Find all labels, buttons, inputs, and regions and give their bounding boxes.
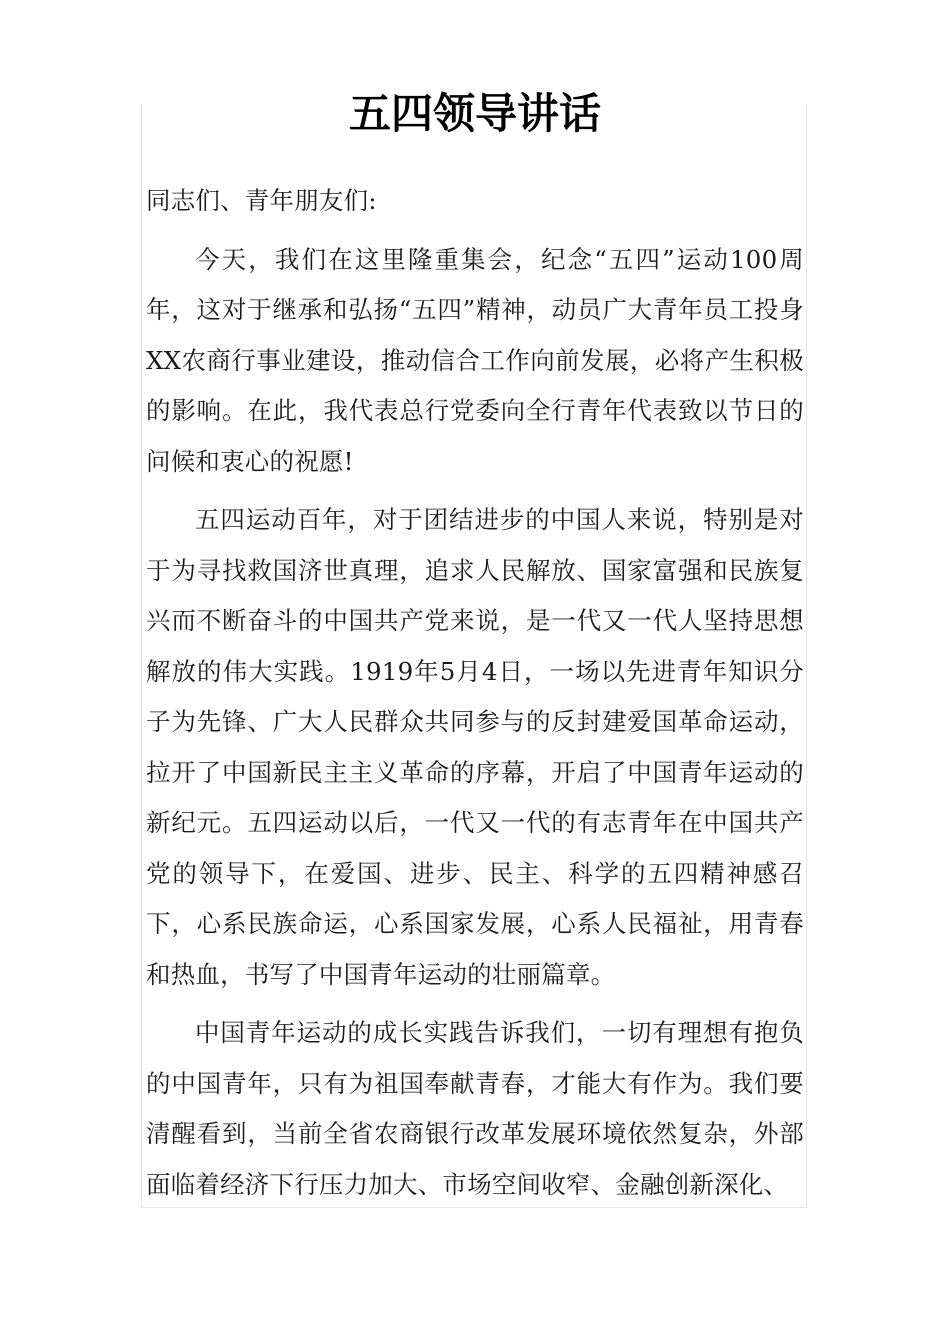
paragraph-3: 中国青年运动的成长实践告诉我们，一切有理想有抱负的中国青年，只有为祖国奉献青春，才能大有作为。我们要清醒看到，当前全省农商银行改革发展环境依然复杂，外部面临着经济下行压力加大、市场空间收窄、金融创新深化、 [146, 1018, 804, 1199]
paragraph-2: 五四运动百年，对于团结进步的中国人来说，特别是对于为寻找救国济世真理，追求人民解放、国家富强和民族复兴而不断奋斗的中国共产党来说，是一代又一代人坚持思想解放的伟大实践。1919年5月4日，一场以先进青年知识分子为先锋、广大人民群众共同参与的反封建爱国革命运动，拉开了中国新民主主义革命的序幕，开启了中国青年运动的新纪元。五四运动以后，一代又一代的有志青年在中国共产党的领导下，在爱国、进步、民主、科学的五四精神感召下，心系民族命运，心系国家发展，心系人民福祉，用青春和热血，书写了中国青年运动的壮丽篇章。 [146, 505, 804, 989]
document-body [146, 176, 804, 1218]
document-title: 五四领导讲话 [348, 89, 601, 138]
paragraph-1: 今天，我们在这里隆重集会，纪念“五四”运动100周年，这对于继承和弘扬“五四”精神，动员广大青年员工投身XX农商行事业建设，推动信合工作向前发展，必将产生积极的影响。在此，我代表总行党委向全行青年代表致以节日的问候和衷心的祝愿! [146, 244, 804, 476]
salutation: 同志们、青年朋友们: [146, 186, 377, 215]
